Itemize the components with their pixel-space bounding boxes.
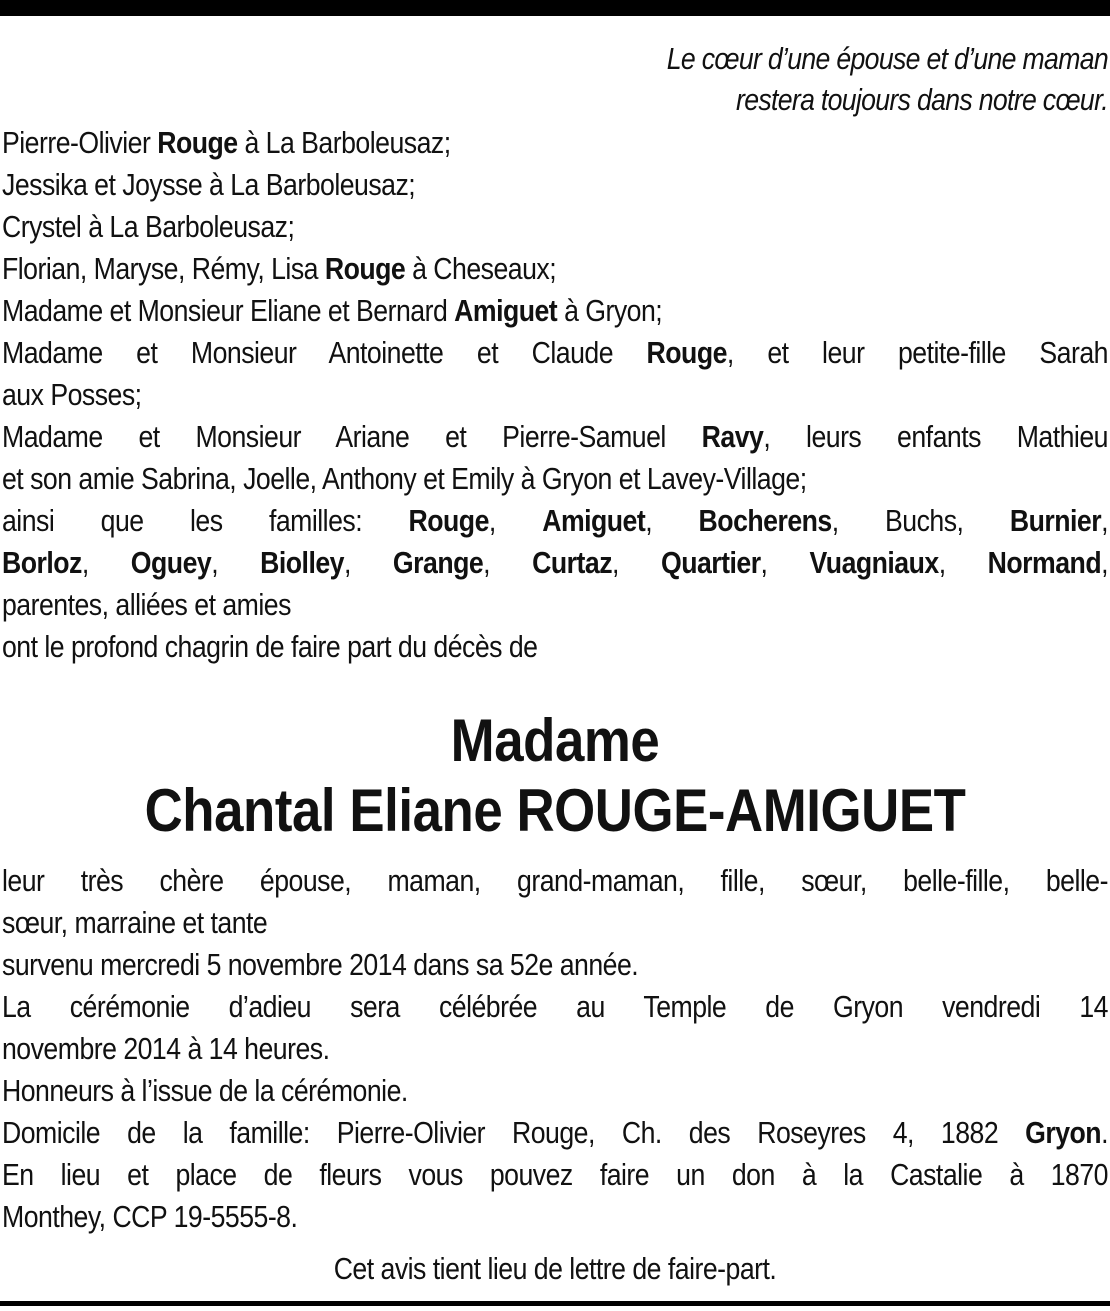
family-name: Oguey: [130, 545, 212, 580]
domicile-town: Gryon: [1025, 1115, 1102, 1150]
details-line-3: survenu mercredi 5 novembre 2014 dans sa 52e année.: [2, 947, 639, 982]
family-name: Vuagniaux: [809, 545, 939, 580]
family-name: Quartier: [660, 545, 761, 580]
family-surname: Rouge: [324, 251, 406, 286]
family-name: Normand: [987, 545, 1102, 580]
details-line-6: Honneurs à l’issue de la cérémonie.: [2, 1073, 408, 1108]
details-line-9: Monthey, CCP 19-5555-8.: [2, 1199, 298, 1234]
family-line-7: aux Posses;: [2, 377, 142, 412]
family-name: Amiguet: [542, 503, 646, 538]
deceased-heading: [68, 706, 1041, 846]
family-list: [2, 122, 1108, 668]
family-location-text: à Cheseaux;: [405, 251, 557, 286]
family-name: Buchs: [885, 503, 957, 538]
family-name: Biolley: [260, 545, 344, 580]
details-line-8: En lieu et place de fleurs vous pouvez faire un don à la Castalie à 1870: [2, 1157, 1108, 1192]
domicile-text: Domicile de la famille: Pierre-Olivier Rouge, Ch. des Roseyres 4, 1882: [2, 1115, 1026, 1150]
families-line-1: ainsi que les familles: Rouge, Amiguet, Bocherens, Buchs, Burnier,: [2, 503, 1108, 538]
epigraph: [157, 38, 1108, 120]
details-line-4: La cérémonie d’adieu sera célébrée au Temple de Gryon vendredi 14: [2, 989, 1108, 1024]
family-name: Curtaz: [532, 545, 613, 580]
family-member-text: Madame et Monsieur Ariane et Pierre-Samuel: [2, 419, 702, 454]
family-surname: Ravy: [701, 419, 764, 454]
family-name: Bocherens: [698, 503, 832, 538]
family-line-6: [2, 332, 1108, 374]
notice-details: [2, 860, 1108, 1238]
family-surname: Rouge: [646, 335, 727, 370]
family-line-2: Jessika et Joysse à La Barboleusaz;: [2, 167, 416, 202]
family-member-text: Florian, Maryse, Rémy, Lisa: [2, 251, 325, 286]
closing-note: Cet avis tient lieu de lettre de faire-part.: [333, 1251, 777, 1286]
family-location-text: à Gryon;: [557, 293, 663, 328]
family-location-text: à La Barboleusaz;: [237, 125, 451, 160]
family-line-8: [2, 416, 1108, 458]
family-member-text: Pierre-Olivier: [2, 125, 158, 160]
family-location-text: , et leur petite-fille Sarah: [726, 335, 1108, 370]
family-line-3: Crystel à La Barboleusaz;: [2, 209, 295, 244]
family-line-13: ont le profond chagrin de faire part du décès de: [2, 629, 538, 664]
family-surname: Amiguet: [454, 293, 558, 328]
deceased-title: Madame: [450, 707, 660, 774]
family-line-1: [2, 122, 1108, 164]
details-line-1: leur très chère épouse, maman, grand-maman, fille, sœur, belle-fille, belle-: [2, 863, 1108, 898]
family-name: Rouge: [408, 503, 489, 538]
family-name: Burnier: [1009, 503, 1102, 538]
details-line-5: novembre 2014 à 14 heures.: [2, 1031, 330, 1066]
families-prefix: ainsi que les familles:: [2, 503, 409, 538]
obituary-notice: [2, 38, 1108, 1290]
top-border-rule: [0, 0, 1110, 16]
family-location-text: , leurs enfants Mathieu: [763, 419, 1108, 454]
details-line-7: [2, 1112, 1108, 1154]
family-line-5: [2, 290, 1108, 332]
deceased-name: Chantal Eliane ROUGE-AMIGUET: [144, 777, 966, 844]
family-surname: Rouge: [157, 125, 238, 160]
epigraph-line-2: restera toujours dans notre cœur.: [736, 82, 1108, 117]
families-line-2: Borloz, Oguey, Biolley, Grange, Curtaz, Quartier, Vuagniaux, Normand,: [2, 545, 1108, 580]
bottom-border-rule: [0, 1301, 1110, 1306]
family-name: Borloz: [2, 545, 82, 580]
family-line-9: et son amie Sabrina, Joelle, Anthony et Emily à Gryon et Lavey-Village;: [2, 461, 807, 496]
family-member-text: Madame et Monsieur Eliane et Bernard: [2, 293, 455, 328]
epigraph-line-1: Le cœur d’une épouse et d’une maman: [666, 41, 1108, 76]
details-line-2: sœur, marraine et tante: [2, 905, 268, 940]
domicile-end: .: [1101, 1115, 1108, 1150]
family-line-12: parentes, alliées et amies: [2, 587, 291, 622]
family-name: Grange: [392, 545, 484, 580]
family-member-text: Madame et Monsieur Antoinette et Claude: [2, 335, 647, 370]
family-line-4: [2, 248, 1108, 290]
